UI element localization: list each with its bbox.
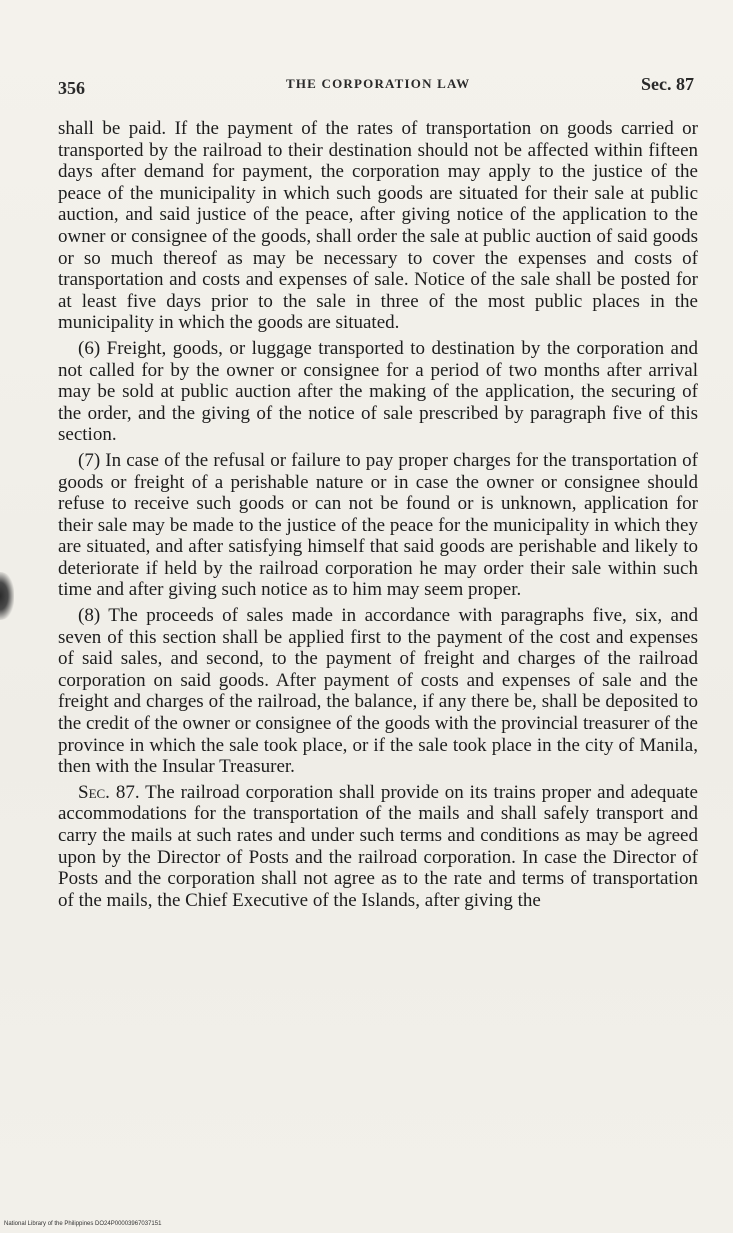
section-87-text: The railroad corporation shall provide on its trains proper and adequate accommodations for the transportation of the mails and shall safely transport and carry the mails at such rates and under such terms and conditions as may be agreed upon by the Director of Posts and the railroad corporation. In case the Director of Posts and the corporation shall not agree as to the rate and terms of transportation of the mails, the Chief Executive of the Islands, after giving the xyxy=(58,781,698,911)
section-87-paragraph xyxy=(58,782,698,912)
page-number: 356 xyxy=(58,78,85,98)
paragraph-continued: shall be paid. If the payment of the rates of transportation on goods carried or transported by the railroad to their destination should not be affected within fifteen days after demand for payment, the corporation may apply to the justice of the peace of the municipality in which such goods are situated for their sale at public auction, and said justice of the peace, after giving notice of the application to the owner or consignee of the goods, shall order the sale at public auction of said goods or so much thereof as may be necessary to cover the expenses and costs of transportation and costs and expenses of sale. Notice of the sale shall be posted for at least five days prior to the sale in three of the most public places in the municipality in which the goods are situated. xyxy=(58,118,698,334)
binding-shadow xyxy=(0,572,14,620)
header-title: THE CORPORATION LAW xyxy=(286,76,471,91)
section-87-label: Sec. 87. xyxy=(78,781,140,803)
paragraph-7: (7) In case of the refusal or failure to pay proper charges for the transportation of goods or freight of a perishable nature or in case the owner or consignee should refuse to receive such goods or can not be found or is unknown, application for their sale may be made to the justice of the peace for the municipality in which they are situated, and after satisfying himself that said goods are perishable and likely to deteriorate if held by the railroad corporation he may order their sale within such time and after giving such notice as to him may seem proper. xyxy=(58,449,698,601)
library-stamp: National Library of the Philippines DO24P00003967037151 xyxy=(4,1221,162,1227)
paragraph-6: (6) Freight, goods, or luggage transported to destination by the corporation and not called for by the owner or consignee for a period of two months after arrival may be sold at public auction after the making of the application, the securing of the order, and the giving of the notice of sale prescribed by paragraph five of this section. xyxy=(58,337,698,446)
body-text xyxy=(58,118,698,915)
section-reference: Sec. 87 xyxy=(641,74,694,94)
paragraph-8: (8) The proceeds of sales made in accordance with paragraphs five, six, and seven of this section shall be applied first to the payment of the cost and expenses of said sales, and second, to the payment of freight and charges of the railroad corporation on said goods. After payment of costs and expenses of sale and the freight and charges of the railroad, the balance, if any there be, shall be deposited to the credit of the owner or consignee of the goods with the provincial treasurer of the province in which the sale took place, or if the sale took place in the city of Manila, then with the Insular Treasurer. xyxy=(58,605,698,778)
running-header xyxy=(58,72,698,98)
